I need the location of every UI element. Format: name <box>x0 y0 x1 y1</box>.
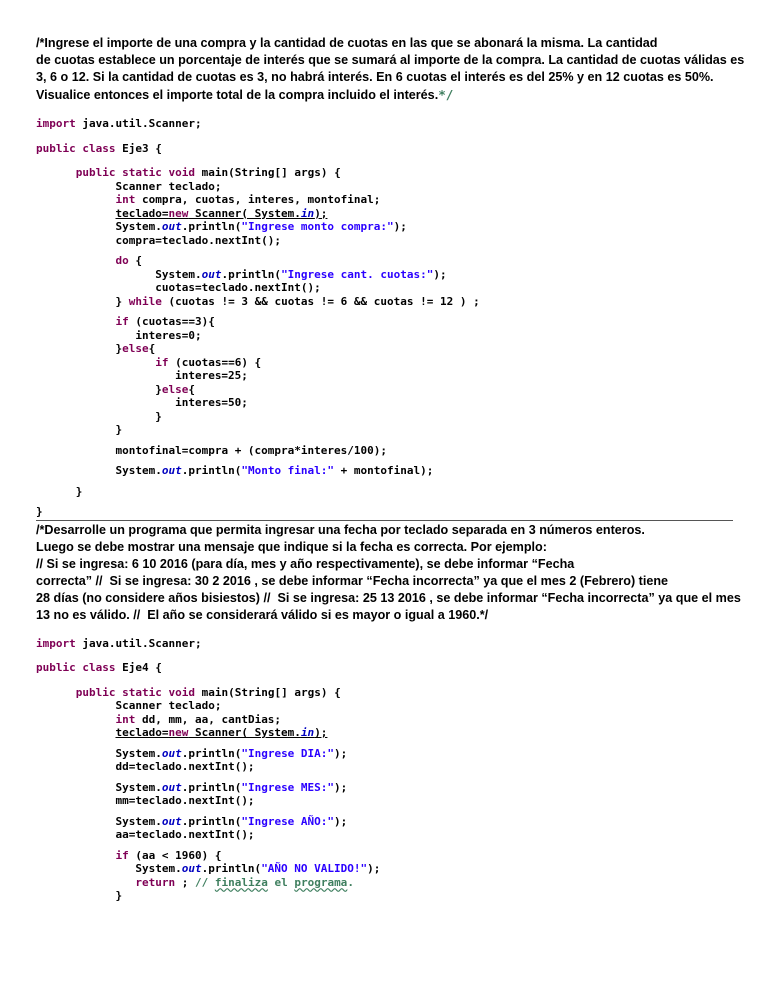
code-line: if (aa < 1960) { <box>115 848 222 862</box>
code-line: Scanner teclado; <box>115 179 222 193</box>
exercise-4-section <box>0 521 768 903</box>
code-line: if (cuotas==6) { <box>155 355 262 369</box>
code-line: dd=teclado.nextInt(); <box>115 760 255 773</box>
description-line: 13 no es válido. // El año se considerará válido si es mayor o igual a 1960.*/ <box>36 607 489 622</box>
code-line: compra=teclado.nextInt(); <box>115 233 282 247</box>
code-line: System.out.println("Ingrese cant. cuotas:"); <box>155 267 447 281</box>
method-close-brace: } <box>75 484 83 498</box>
description-line: Luego se debe mostrar una mensaje que indique si la fecha es correcta. Por ejemplo: <box>36 539 547 554</box>
code-line: mm=teclado.nextInt(); <box>115 794 255 807</box>
exercise-4-description <box>36 522 741 624</box>
import-statement: import java.util.Scanner; <box>36 117 202 130</box>
code-line: } <box>115 423 123 436</box>
code-line: } <box>115 889 123 902</box>
code-line: int compra, cuotas, interes, montofinal; <box>115 193 381 206</box>
code-line: interes=50; <box>175 396 248 409</box>
import-statement: import java.util.Scanner; <box>36 636 202 650</box>
code-line: System.out.println("Ingrese DIA:"); <box>115 746 348 760</box>
code-line: }else{ <box>115 342 156 355</box>
code-line: if (cuotas==3){ <box>115 315 215 328</box>
class-close-brace: } <box>36 505 43 518</box>
description-line: 28 días (no considere años bisiestos) // Si se ingresa: 25 13 2016 , se debe informar “Fecha incorrecta” ya que el mes <box>36 590 741 605</box>
code-line: }else{ <box>155 382 195 396</box>
description-line: /*Desarrolle un programa que permita ingresar una fecha por teclado separada en 3 números enteros. <box>36 522 645 537</box>
code-line: return ; // finaliza el programa. <box>135 875 354 889</box>
code-line: interes=0; <box>135 328 202 342</box>
exercise-3-code <box>36 117 768 519</box>
exercise-4-code <box>36 637 768 903</box>
code-line: teclado=new Scanner( System.in); <box>115 206 328 220</box>
code-line: System.out.println("Monto final:" + montofinal); <box>115 464 434 477</box>
code-line: System.out.println("Ingrese AÑO:"); <box>115 814 348 828</box>
code-line: int dd, mm, aa, cantDias; <box>115 712 282 726</box>
code-line: Scanner teclado; <box>115 699 222 712</box>
code-line: System.out.println("Ingrese MES:"); <box>115 780 348 794</box>
code-line: do { <box>115 254 142 267</box>
main-method-declaration: public static void main(String[] args) { <box>75 685 341 699</box>
description-line: Visualice entonces el importe total de la compra incluido el interés.*/ <box>36 87 454 102</box>
code-line: } while (cuotas != 3 && cuotas != 6 && cuotas != 12 ) ; <box>115 294 480 308</box>
description-line: // Si se ingresa: 6 10 2016 (para día, mes y año respectivamente), se debe informar “Fecha <box>36 556 575 571</box>
description-line: de cuotas establece un porcentaje de interés que se sumará al importe de la compra. La cantidad de cuotas válidas es <box>36 53 745 67</box>
description-line: /*Ingrese el importe de una compra y la cantidad de cuotas en las que se abonará la misma. La cantidad <box>36 36 658 50</box>
code-line: System.out.println("AÑO NO VALIDO!"); <box>135 862 381 875</box>
class-declaration: public class Eje4 { <box>36 661 162 674</box>
code-line: System.out.println("Ingrese monto compra:"); <box>115 220 407 233</box>
code-line: montofinal=compra + (compra*interes/100); <box>115 443 388 457</box>
description-line: correcta” // Si se ingresa: 30 2 2016 , se debe informar “Fecha incorrecta” ya que el mes 2 (Febrero) tiene <box>36 573 669 588</box>
description-line: 3, 6 o 12. Si la cantidad de cuotas es 3, no habrá interés. En 6 cuotas el interés es del 25% y en 12 cuotas es 50%. <box>36 70 714 84</box>
class-declaration: public class Eje3 { <box>36 141 162 155</box>
exercise-3-description <box>36 35 745 104</box>
code-line: aa=teclado.nextInt(); <box>115 828 255 841</box>
code-line: cuotas=teclado.nextInt(); <box>155 281 321 294</box>
code-line: interes=25; <box>175 369 248 382</box>
code-line: } <box>155 409 162 423</box>
code-line: teclado=new Scanner( System.in); <box>115 726 328 739</box>
main-method-declaration: public static void main(String[] args) { <box>75 166 341 179</box>
